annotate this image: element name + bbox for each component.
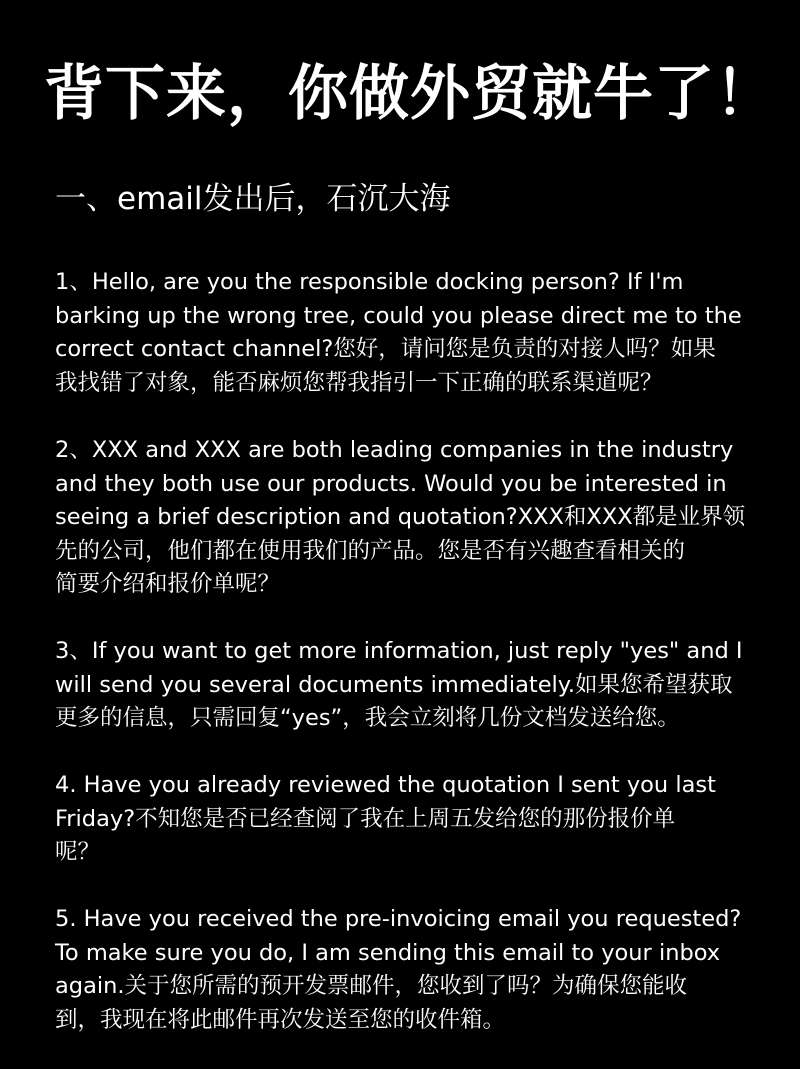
paragraph-line: 到，我现在将此邮件再次发送至您的收件箱。 [55,1006,506,1033]
paragraph-line: seeing a brief description and quotation?XXX和XXX都是业界领 [55,504,746,531]
paragraph-line: 1、Hello, are you the responsible docking person? If I'm [55,269,684,295]
paragraph-line: 5. Have you received the pre-invoicing email you requested? [55,906,742,932]
paragraph-line: 更多的信息，只需回复“yes”，我会立刻将几份文档发送给您。 [55,705,680,732]
paragraph-line: and they both use our products. Would you be interested in [55,470,727,497]
paragraph-line: again.关于您所需的预开发票邮件，您收到了吗？为确保您能收 [55,973,688,1000]
paragraph-line: 2、XXX and XXX are both leading companies in the industry [55,437,734,463]
paragraph-line: 我找错了对象，能否麻烦您帮我指引一下正确的联系渠道呢？ [55,369,663,396]
paragraph-line: barking up the wrong tree, could you please direct me to the [55,302,742,329]
paragraph-line: 3、If you want to get more information, just reply "yes" and I [55,638,743,664]
paragraph-line: Friday?不知您是否已经查阅了我在上周五发给您的那份报价单 [55,805,676,832]
paragraph-line: 4. Have you already reviewed the quotation I sent you last [55,772,716,798]
paragraph-4 [55,769,755,870]
paragraph-line: 呢？ [55,839,101,866]
paragraph-line: 简要介绍和报价单呢？ [55,571,281,598]
paragraph-line: 先的公司，他们都在使用我们的产品。您是否有兴趣查看相关的 [55,537,686,564]
section-heading: 一、email发出后，石沉大海 [55,181,451,217]
page-title: 背下来，你做外贸就牛了！ [44,59,776,129]
paragraph-3 [55,635,755,736]
paragraph-5 [55,903,755,1037]
paragraph-2 [55,434,755,602]
paragraph-line: To make sure you do, I am sending this email to your inbox [55,939,721,966]
paragraph-line: will send you several documents immediately.如果您希望获取 [55,671,733,698]
paragraph-1 [55,266,755,400]
paragraph-line: correct contact channel?您好，请问您是负责的对接人吗？如果 [55,336,716,363]
